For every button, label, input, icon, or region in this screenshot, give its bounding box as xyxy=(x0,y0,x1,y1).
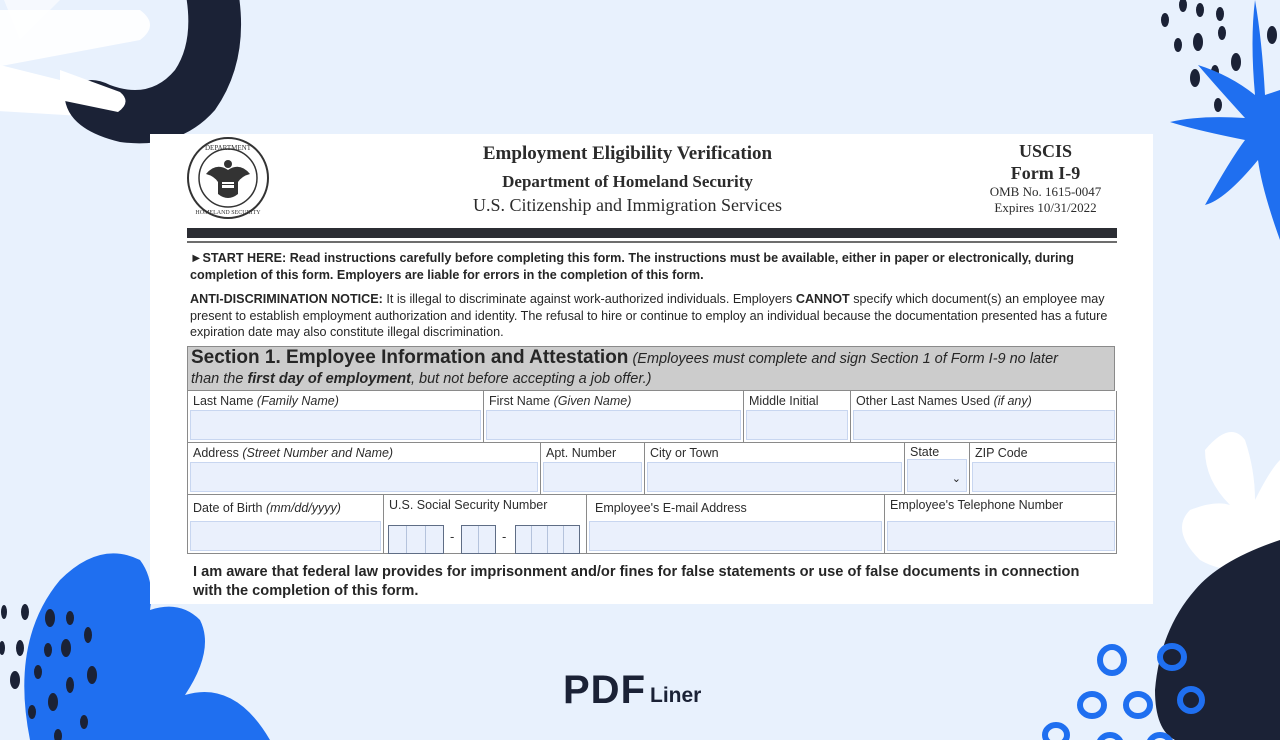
agency-short-name: USCIS xyxy=(1018,141,1073,161)
phone-cell xyxy=(885,495,1117,553)
arrow-icon: ► xyxy=(190,251,203,265)
last-name-input[interactable] xyxy=(190,410,481,440)
anti-discrimination-notice xyxy=(190,291,1115,341)
email-cell xyxy=(587,495,885,553)
last-name-cell xyxy=(188,391,484,443)
dob-label: Date of Birth xyxy=(193,501,266,515)
ssn-serial-input[interactable] xyxy=(515,525,580,554)
other-last-names-input[interactable] xyxy=(853,410,1115,440)
email-input[interactable] xyxy=(589,521,882,551)
last-name-hint: (Family Name) xyxy=(256,394,339,408)
form-name: Form I-9 xyxy=(1010,163,1081,183)
notice-emphasis: CANNOT xyxy=(795,292,850,306)
first-name-hint: (Given Name) xyxy=(553,394,632,408)
section-1-deadline: first day of employment xyxy=(247,371,411,387)
dhs-seal-logo xyxy=(186,136,270,220)
svg-text:DEPARTMENT: DEPARTMENT xyxy=(205,144,251,152)
ssn-cell xyxy=(384,495,587,553)
dob-input[interactable] xyxy=(190,521,381,551)
apt-number-label: Apt. Number xyxy=(546,446,617,460)
section-1-header xyxy=(187,346,1115,391)
phone-label: Employee's Telephone Number xyxy=(890,498,1064,512)
other-last-names-cell xyxy=(851,391,1117,443)
notice-text-1: It is illegal to discriminate against work-authorized individuals. Employers xyxy=(382,292,796,306)
svg-text:HOMELAND SECURITY: HOMELAND SECURITY xyxy=(195,210,261,216)
city-cell xyxy=(645,443,905,495)
form-id-block xyxy=(968,140,1123,216)
employee-info-grid xyxy=(187,391,1117,554)
start-here-notice xyxy=(190,250,1115,283)
section-1-title: Section 1. Employee Information and Attestation xyxy=(191,347,629,368)
navy-blob-shape xyxy=(1155,540,1280,740)
logo-sub: Liner xyxy=(650,684,702,707)
dob-hint: (mm/dd/yyyy) xyxy=(265,501,341,515)
header-divider-thick xyxy=(187,228,1117,238)
email-label: Employee's E-mail Address xyxy=(595,501,747,515)
logo-main: PDF xyxy=(563,668,646,712)
ssn-separator: - xyxy=(450,529,455,544)
other-last-names-hint: (if any) xyxy=(993,394,1032,408)
zip-cell xyxy=(970,443,1117,495)
apt-number-cell xyxy=(541,443,645,495)
ssn-area-input[interactable] xyxy=(388,525,444,554)
last-name-label: Last Name xyxy=(193,394,257,408)
zip-input[interactable] xyxy=(972,462,1115,492)
chevron-down-icon: ⌄ xyxy=(951,473,961,485)
start-here-text: START HERE: Read instructions carefully before completing this form. The instructions must be available, either in paper or electronically, during completion of this form. Employers are liable for errors in the completion of this form. xyxy=(190,251,1074,282)
pdfliner-logo xyxy=(563,670,701,710)
agency-name: U.S. Citizenship and Immigration Services xyxy=(473,195,782,215)
ssn-group-input[interactable] xyxy=(461,525,496,554)
city-label: City or Town xyxy=(650,446,719,460)
first-name-input[interactable] xyxy=(486,410,741,440)
city-input[interactable] xyxy=(647,462,902,492)
notice-text-2: specify which document(s) an employee may present to establish employment authorization and identity. The refusal to hire or continue to employ an individual because the documentation presented has a future expiration date may also constitute illegal discrimination. xyxy=(190,292,1108,339)
ssn-label: U.S. Social Security Number xyxy=(389,498,548,512)
address-cell xyxy=(188,443,541,495)
first-name-cell xyxy=(484,391,744,443)
header-divider-thin xyxy=(187,241,1117,243)
zip-label: ZIP Code xyxy=(975,446,1028,460)
middle-initial-cell xyxy=(744,391,851,443)
expiration-date: Expires 10/31/2022 xyxy=(994,200,1097,215)
form-title: Employment Eligibility Verification xyxy=(482,143,773,164)
attestation-statement: I am aware that federal law provides for imprisonment and/or fines for false statements or use of false documents in connection with the completion of this form. xyxy=(193,564,1080,599)
department-name: Department of Homeland Security xyxy=(502,172,753,191)
phone-input[interactable] xyxy=(887,521,1115,551)
middle-initial-label: Middle Initial xyxy=(749,394,819,408)
form-i9-card xyxy=(150,134,1153,604)
dob-cell xyxy=(188,495,384,553)
middle-initial-input[interactable] xyxy=(746,410,848,440)
omb-number: OMB No. 1615-0047 xyxy=(989,184,1102,199)
form-header-title-block xyxy=(430,142,825,215)
first-name-label: First Name xyxy=(489,394,554,408)
address-hint: (Street Number and Name) xyxy=(242,446,394,460)
ssn-separator: - xyxy=(502,529,507,544)
state-label: State xyxy=(910,445,940,459)
notice-label: ANTI-DISCRIMINATION NOTICE: xyxy=(190,292,383,306)
address-label: Address xyxy=(193,446,243,460)
section-1-subtitle: (Employees must complete and sign Section 1 of Form I-9 no later xyxy=(628,351,1058,367)
section-1-subtitle-pre: than the xyxy=(191,371,248,387)
apt-number-input[interactable] xyxy=(543,462,642,492)
other-last-names-label: Other Last Names Used xyxy=(856,394,994,408)
state-cell xyxy=(905,443,970,495)
section-1-subtitle-post: , but not before accepting a job offer.) xyxy=(411,371,652,387)
state-select[interactable] xyxy=(907,459,967,492)
address-input[interactable] xyxy=(190,462,538,492)
